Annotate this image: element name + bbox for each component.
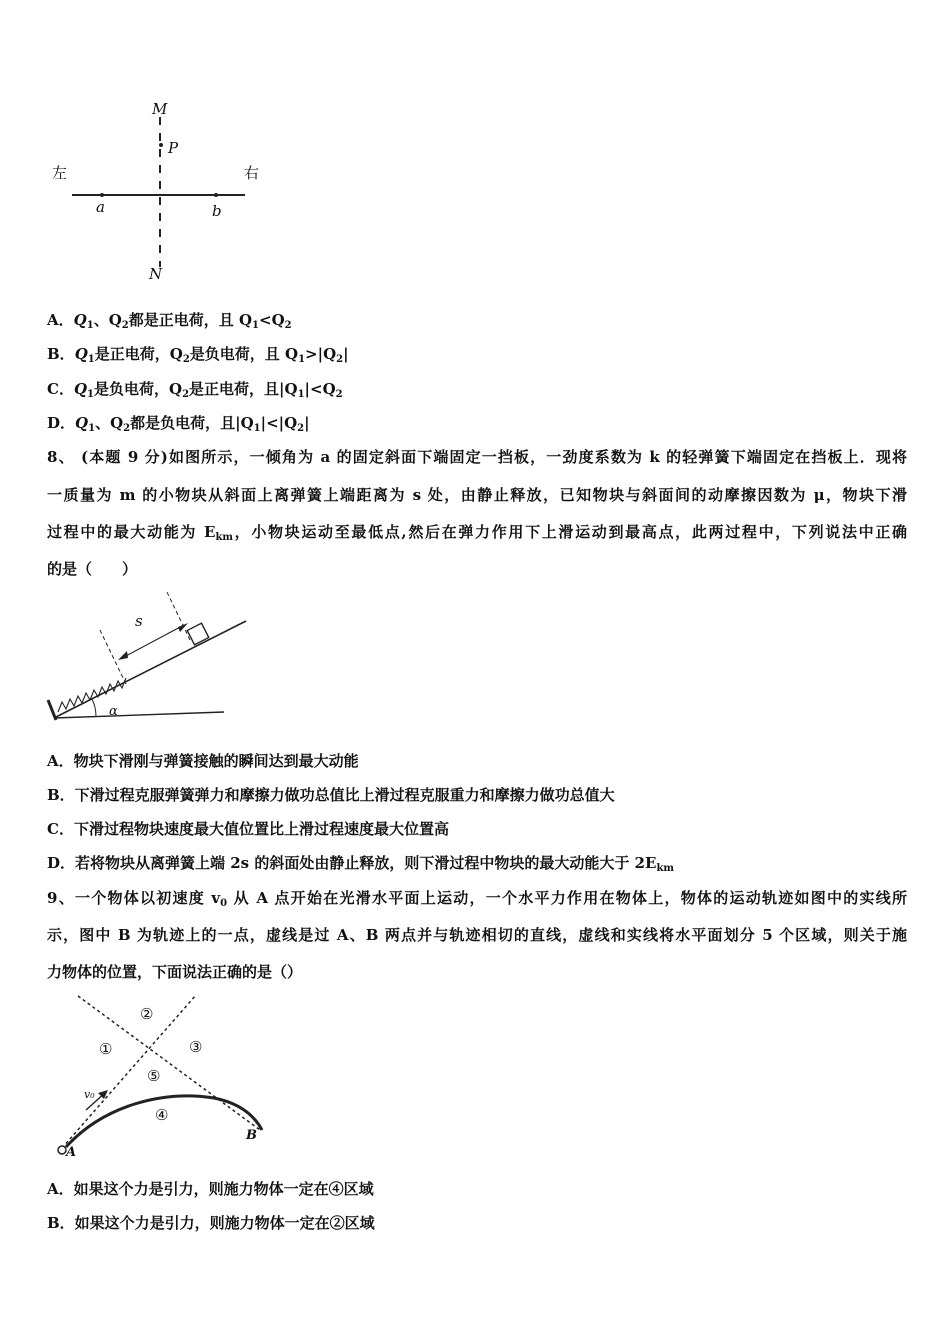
label-p: P (168, 139, 179, 157)
point-a-dot (100, 193, 104, 197)
label-point-a: A (66, 1145, 77, 1160)
dashed-guide-lower (99, 628, 126, 684)
label-point-b: B (246, 1128, 257, 1143)
region-2: ② (140, 1005, 154, 1023)
q8-option-d: D．若将物块从离弹簧上端 2s 的斜面处由静止释放，则下滑过程中物块的最大动能大于 $2E_{km}$ (47, 854, 674, 874)
q7-option-d: D．$Q_1$、$Q_2$都是负电荷，且$|Q_1|<|Q_2|$ (47, 414, 310, 434)
tangent-line-b (78, 996, 260, 1130)
q8-line-4: 的是（ ） (47, 560, 138, 578)
point-a-circle (58, 1146, 66, 1154)
region-4: ④ (155, 1106, 169, 1124)
label-alpha: α (109, 704, 118, 719)
label-s: s (135, 612, 143, 630)
region-5: ⑤ (147, 1067, 161, 1085)
label-b: b (212, 202, 222, 220)
distance-arrow (122, 625, 184, 658)
ground-line (54, 712, 224, 718)
point-p-dot (159, 143, 163, 147)
q8-line-1: 8、 (本题 9 分)如图所示，一倾角为 a 的固定斜面下端固定一挡板，一劲度系数为 k 的轻弹簧下端固定在挡板上．现将 (47, 448, 907, 466)
label-m: M (152, 100, 168, 118)
label-left: 左 (52, 164, 68, 182)
q8-option-b: B．下滑过程克服弹簧弹力和摩擦力做功总值比上滑过程克服重力和摩擦力做功总值大 (47, 786, 615, 804)
q7-option-a: A．$Q_1$、$Q_2$都是正电荷，且 $Q_1<Q_2$ (47, 311, 292, 331)
q8-option-a: A．物块下滑刚与弹簧接触的瞬间达到最大动能 (47, 752, 359, 770)
q8-line-3: 过程中的最大动能为 $E_{km}$，小物块运动至最低点,然后在弹力作用下上滑运动到最高点，此两过程中，下列说法中正确 (47, 523, 908, 543)
barrier (48, 700, 56, 720)
label-v0: v₀ (84, 1088, 95, 1101)
q9-line-3: 力物体的位置，下面说法正确的是（） (47, 963, 303, 981)
arrowhead-left (118, 651, 128, 660)
tangent-line-a (62, 995, 196, 1148)
q9-option-b: B．如果这个力是引力，则施力物体一定在②区域 (47, 1214, 375, 1232)
label-n: N (149, 265, 163, 283)
q9-option-a: A．如果这个力是引力，则施力物体一定在④区域 (47, 1180, 374, 1198)
figure-charges (40, 95, 280, 290)
q9-line-2: 示，图中 B 为轨迹上的一点，虚线是过 A、B 两点并与轨迹相切的直线，虚线和实线将水平面划分 5 个区域，则关于施 (47, 926, 907, 944)
q9-line-1: 9、一个物体以初速度 $v_0$ 从 A 点开始在光滑水平面上运动，一个水平力作用在物体上，物体的运动轨迹如图中的实线所 (47, 889, 907, 909)
region-3: ③ (189, 1038, 203, 1056)
point-b-dot (214, 193, 218, 197)
q7-option-c: C．$Q_1$是负电荷，$Q_2$是正电荷，且$|Q_1|<Q_2$ (47, 380, 343, 400)
angle-arc (92, 699, 96, 716)
region-1: ① (99, 1040, 113, 1058)
label-right: 右 (244, 164, 260, 182)
q8-option-c: C．下滑过程物块速度最大值位置比上滑过程速度最大位置高 (47, 820, 449, 838)
q7-option-b: B．$Q_1$是正电荷，$Q_2$是负电荷，且 $Q_1>|Q_2|$ (47, 345, 349, 365)
incline-surface (54, 621, 246, 718)
label-a: a (96, 198, 105, 216)
figure-incline (44, 588, 250, 726)
q8-line-2: 一质量为 m 的小物块从斜面上离弹簧上端距离为 s 处，由静止释放，已知物块与斜面间的动摩擦因数为 μ，物块下滑 (47, 486, 907, 504)
